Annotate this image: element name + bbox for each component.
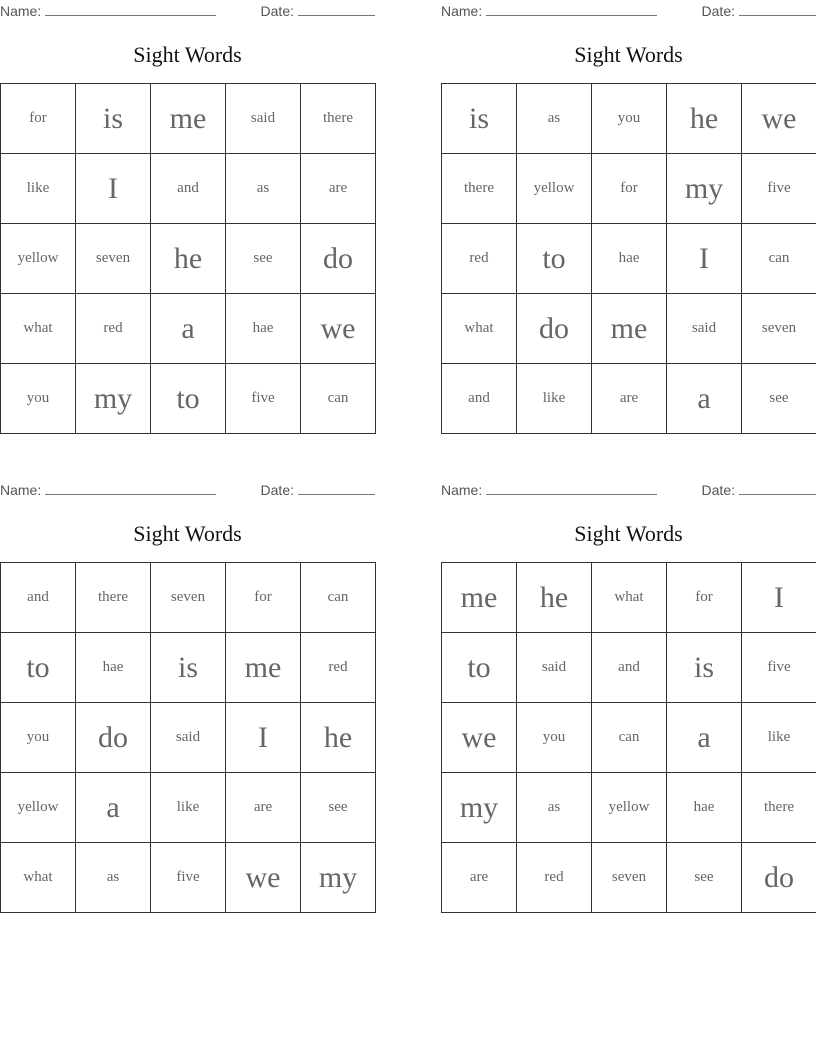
word-cell: my [667,154,742,224]
grid-row [1,224,376,294]
word-cell: there [742,773,816,843]
word-cell: is [667,633,742,703]
grid-row [442,154,816,224]
card-title: Sight Words [133,42,242,67]
grid-row [1,633,376,703]
word-cell: yellow [592,773,667,843]
date-label: Date: [701,482,735,498]
word-cell: we [301,294,376,364]
word-cell: yellow [517,154,592,224]
name-label: Name: [0,482,42,498]
grid-row [442,224,816,294]
word-cell: see [301,773,376,843]
word-cell: as [517,773,592,843]
card-header [0,0,375,22]
word-cell: see [226,224,301,294]
date-line [298,2,375,16]
word-cell: yellow [1,773,76,843]
word-cell: are [301,154,376,224]
name-line [486,481,657,495]
word-cell: I [742,563,816,633]
word-cell: said [517,633,592,703]
date-label: Date: [260,3,294,19]
word-cell: there [76,563,151,633]
card-title: Sight Words [574,521,683,546]
word-cell: what [1,294,76,364]
date-field [261,2,375,19]
word-cell: hae [592,224,667,294]
word-cell: hae [76,633,151,703]
word-cell: as [226,154,301,224]
word-cell: you [592,84,667,154]
word-cell: we [442,703,517,773]
grid-row [1,294,376,364]
grid-row [1,84,376,154]
word-cell: there [301,84,376,154]
word-cell: said [667,294,742,364]
word-cell: five [742,633,816,703]
word-cell: like [151,773,226,843]
name-field [441,481,657,498]
word-cell: my [301,843,376,913]
word-cell: a [151,294,226,364]
grid-row [442,563,816,633]
word-cell: what [442,294,517,364]
word-cell: red [442,224,517,294]
word-cell: said [226,84,301,154]
word-grid [441,83,816,434]
word-cell: me [592,294,667,364]
grid-row [1,843,376,913]
name-label: Name: [441,3,483,19]
date-field [261,481,375,498]
word-cell: see [667,843,742,913]
bingo-card [0,479,375,914]
word-cell: my [76,364,151,434]
card-title: Sight Words [133,521,242,546]
word-cell: five [151,843,226,913]
name-field [441,2,657,19]
word-cell: to [151,364,226,434]
word-cell: like [517,364,592,434]
grid-row [442,84,816,154]
date-label: Date: [260,482,294,498]
word-cell: for [667,563,742,633]
word-grid [441,562,816,913]
date-line [739,2,816,16]
word-cell: to [1,633,76,703]
word-cell: yellow [1,224,76,294]
word-cell: you [1,364,76,434]
word-cell: a [667,364,742,434]
word-cell: are [592,364,667,434]
word-cell: my [442,773,517,843]
grid-row [1,773,376,843]
date-label: Date: [701,3,735,19]
date-field [702,481,816,498]
word-cell: we [742,84,816,154]
grid-row [1,703,376,773]
word-cell: red [517,843,592,913]
word-cell: red [76,294,151,364]
word-cell: me [226,633,301,703]
word-cell: he [301,703,376,773]
word-cell: for [1,84,76,154]
word-cell: and [592,633,667,703]
word-cell: are [442,843,517,913]
word-cell: he [517,563,592,633]
name-line [45,2,216,16]
grid-row [442,364,816,434]
word-cell: and [442,364,517,434]
grid-row [442,773,816,843]
word-cell: to [517,224,592,294]
word-cell: do [742,843,816,913]
word-grid [0,83,376,434]
card-header [441,0,816,22]
word-cell: you [1,703,76,773]
word-cell: and [1,563,76,633]
word-cell: is [76,84,151,154]
grid-row [1,364,376,434]
word-cell: as [517,84,592,154]
word-cell: for [226,563,301,633]
word-grid [0,562,376,913]
word-cell: can [592,703,667,773]
word-cell: can [742,224,816,294]
bingo-card [441,0,816,435]
word-cell: a [76,773,151,843]
word-cell: like [742,703,816,773]
word-cell: for [592,154,667,224]
date-line [298,481,375,495]
word-cell: as [76,843,151,913]
word-cell: red [301,633,376,703]
word-cell: there [442,154,517,224]
word-cell: you [517,703,592,773]
grid-row [1,563,376,633]
bingo-card [0,0,375,435]
name-field [0,481,216,498]
grid-row [1,154,376,224]
word-cell: seven [592,843,667,913]
word-cell: like [1,154,76,224]
word-cell: are [226,773,301,843]
name-line [486,2,657,16]
name-label: Name: [0,3,42,19]
word-cell: I [226,703,301,773]
bingo-card [441,479,816,914]
word-cell: is [442,84,517,154]
word-cell: five [742,154,816,224]
word-cell: and [151,154,226,224]
word-cell: he [151,224,226,294]
card-header [441,479,816,501]
grid-row [442,703,816,773]
name-field [0,2,216,19]
word-cell: what [1,843,76,913]
word-cell: five [226,364,301,434]
word-cell: hae [667,773,742,843]
word-cell: is [151,633,226,703]
word-cell: a [667,703,742,773]
word-cell: he [667,84,742,154]
word-cell: see [742,364,816,434]
word-cell: seven [151,563,226,633]
word-cell: I [76,154,151,224]
word-cell: what [592,563,667,633]
word-cell: can [301,364,376,434]
word-cell: seven [742,294,816,364]
word-cell: to [442,633,517,703]
card-header [0,479,375,501]
grid-row [442,843,816,913]
word-cell: me [151,84,226,154]
card-title: Sight Words [574,42,683,67]
word-cell: can [301,563,376,633]
grid-row [442,294,816,364]
grid-row [442,633,816,703]
word-cell: do [76,703,151,773]
word-cell: me [442,563,517,633]
name-label: Name: [441,482,483,498]
date-line [739,481,816,495]
name-line [45,481,216,495]
word-cell: do [301,224,376,294]
date-field [702,2,816,19]
word-cell: I [667,224,742,294]
word-cell: do [517,294,592,364]
word-cell: said [151,703,226,773]
word-cell: hae [226,294,301,364]
word-cell: we [226,843,301,913]
word-cell: seven [76,224,151,294]
